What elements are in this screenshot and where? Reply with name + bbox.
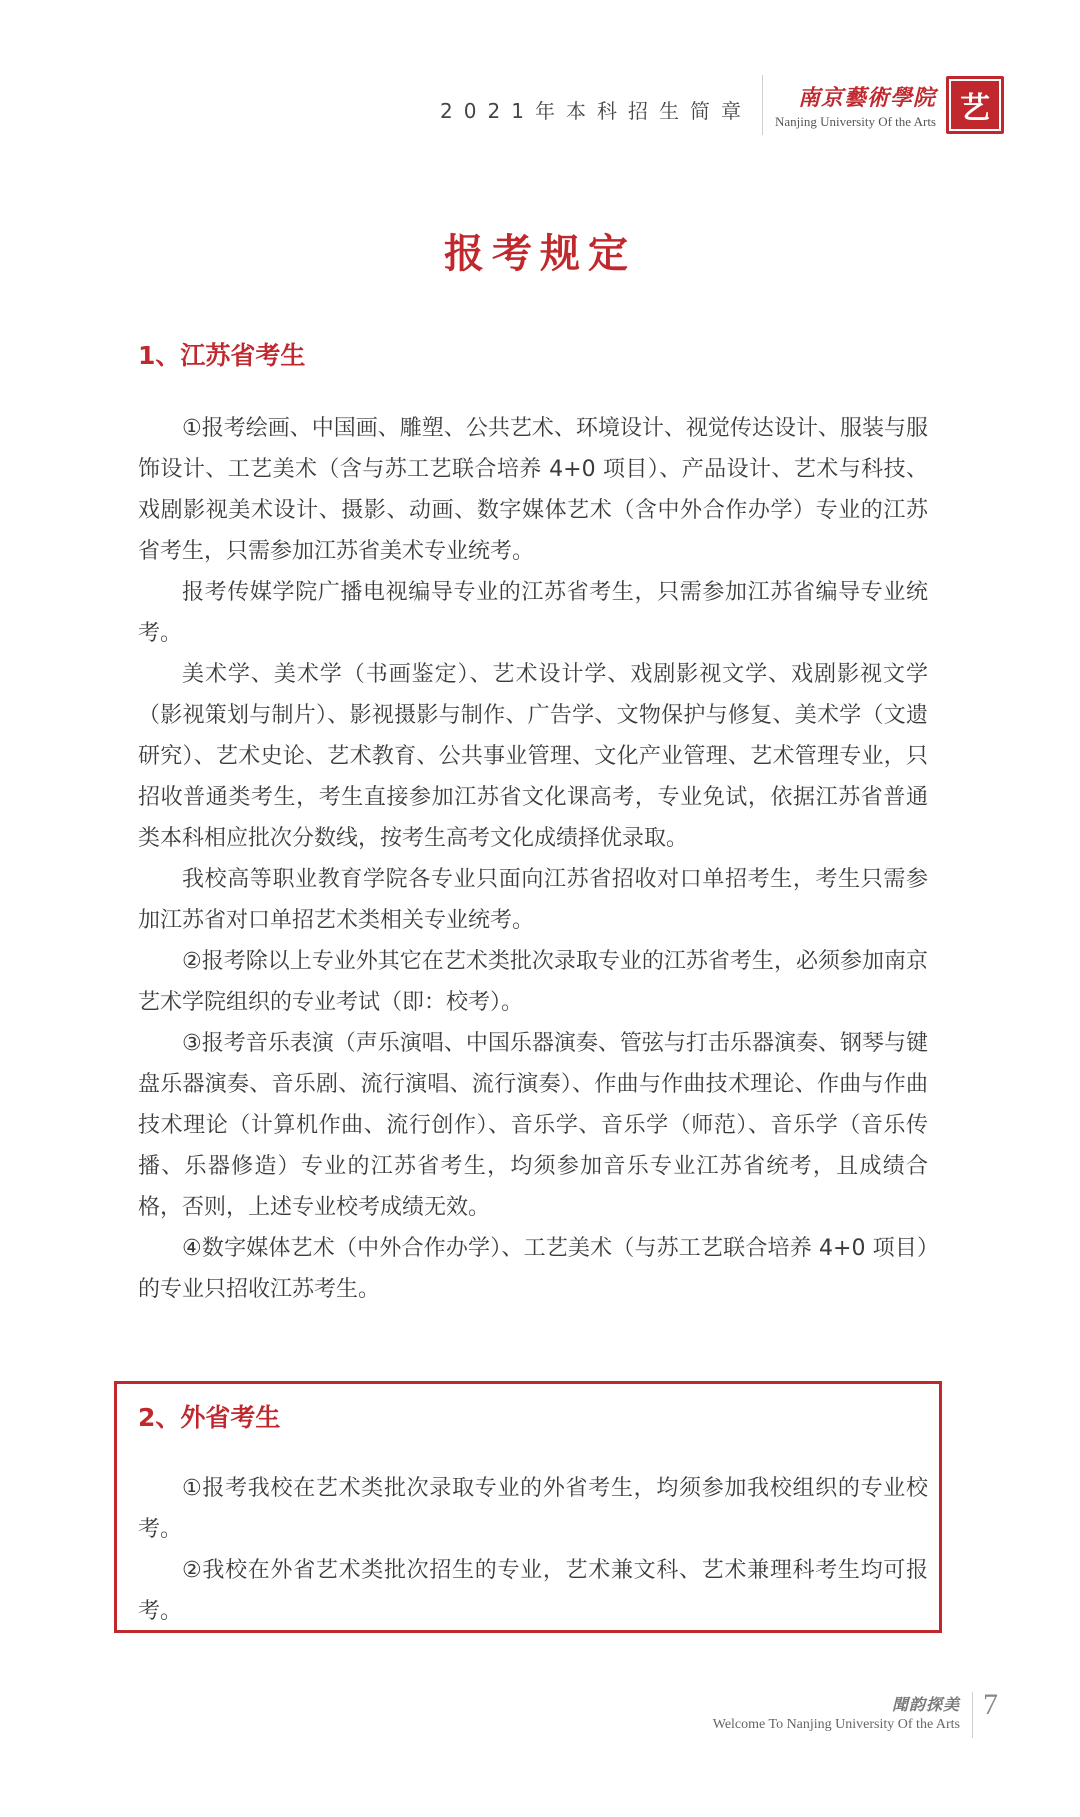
university-seal-logo: 艺 bbox=[946, 76, 1004, 134]
section-other-provinces bbox=[138, 1398, 928, 1632]
paragraph: 我校高等职业教育学院各专业只面向江苏省招收对口单招考生，考生只需参加江苏省对口单招艺术类相关专业统考。 bbox=[138, 867, 928, 933]
section-heading: 2、外省考生 bbox=[138, 1403, 281, 1432]
paragraph: ①报考我校在艺术类批次录取专业的外省考生，均须参加我校组织的专业校考。 bbox=[138, 1476, 928, 1542]
paragraph: 报考传媒学院广播电视编导专业的江苏省考生，只需参加江苏省编导专业统考。 bbox=[138, 580, 928, 646]
footer-welcome-text: Welcome To Nanjing University Of the Arts bbox=[712, 1717, 960, 1732]
brochure-title: 2021年本科招生简章 bbox=[440, 98, 752, 123]
section-heading: 1、江苏省考生 bbox=[138, 341, 306, 370]
section-jiangsu bbox=[138, 336, 928, 1310]
page-footer bbox=[712, 1688, 998, 1738]
header-divider bbox=[762, 75, 763, 135]
section-other-provinces-box bbox=[114, 1381, 942, 1633]
paragraph: ④数字媒体艺术（中外合作办学）、工艺美术（与苏工艺联合培养 4+0 项目）的专业只招收江苏考生。 bbox=[138, 1236, 928, 1302]
paragraph: ②报考除以上专业外其它在艺术类批次录取专业的江苏省考生，必须参加南京艺术学院组织的专业考试（即：校考）。 bbox=[138, 949, 928, 1015]
university-brand bbox=[775, 81, 936, 130]
page-header bbox=[440, 72, 1004, 138]
paragraph: ③报考音乐表演（声乐演唱、中国乐器演奏、管弦与打击乐器演奏、钢琴与键盘乐器演奏、音乐剧、流行演唱、流行演奏）、作曲与作曲技术理论、作曲与作曲技术理论（计算机作曲、流行创作）、音乐学、音乐学（师范）、音乐学（音乐传播、乐器修造）专业的江苏省考生，均须参加音乐专业江苏省统考，且成绩合格，否则，上述专业校考成绩无效。 bbox=[138, 1031, 928, 1220]
footer-text bbox=[713, 1692, 960, 1733]
footer-divider bbox=[972, 1692, 973, 1738]
paragraph: ①报考绘画、中国画、雕塑、公共艺术、环境设计、视觉传达设计、服装与服饰设计、工艺美术（含与苏工艺联合培养 4+0 项目）、产品设计、艺术与科技、戏剧影视美术设计、摄影、动画、数字媒体艺术（含中外合作办学）专业的江苏省考生，只需参加江苏省美术专业统考。 bbox=[138, 416, 928, 564]
paragraph: 美术学、美术学（书画鉴定）、艺术设计学、戏剧影视文学、戏剧影视文学（影视策划与制片）、影视摄影与制作、广告学、文物保护与修复、美术学（文遗研究）、艺术史论、艺术教育、公共事业管理、文化产业管理、艺术管理专业，只招收普通类考生，考生直接参加江苏省文化课高考，专业免试，依据江苏省普通类本科相应批次分数线，按考生高考文化成绩择优录取。 bbox=[138, 662, 928, 851]
university-name-en: Nanjing University Of the Arts bbox=[774, 113, 936, 129]
university-name-cn: 南京藝術學院 bbox=[797, 84, 936, 111]
footer-slogan: 聞韵探美 bbox=[891, 1695, 960, 1714]
page-title: 报考规定 bbox=[444, 230, 636, 277]
page-number: 7 bbox=[983, 1688, 998, 1721]
paragraph: ②我校在外省艺术类批次招生的专业，艺术兼文科、艺术兼理科考生均可报考。 bbox=[138, 1558, 928, 1624]
